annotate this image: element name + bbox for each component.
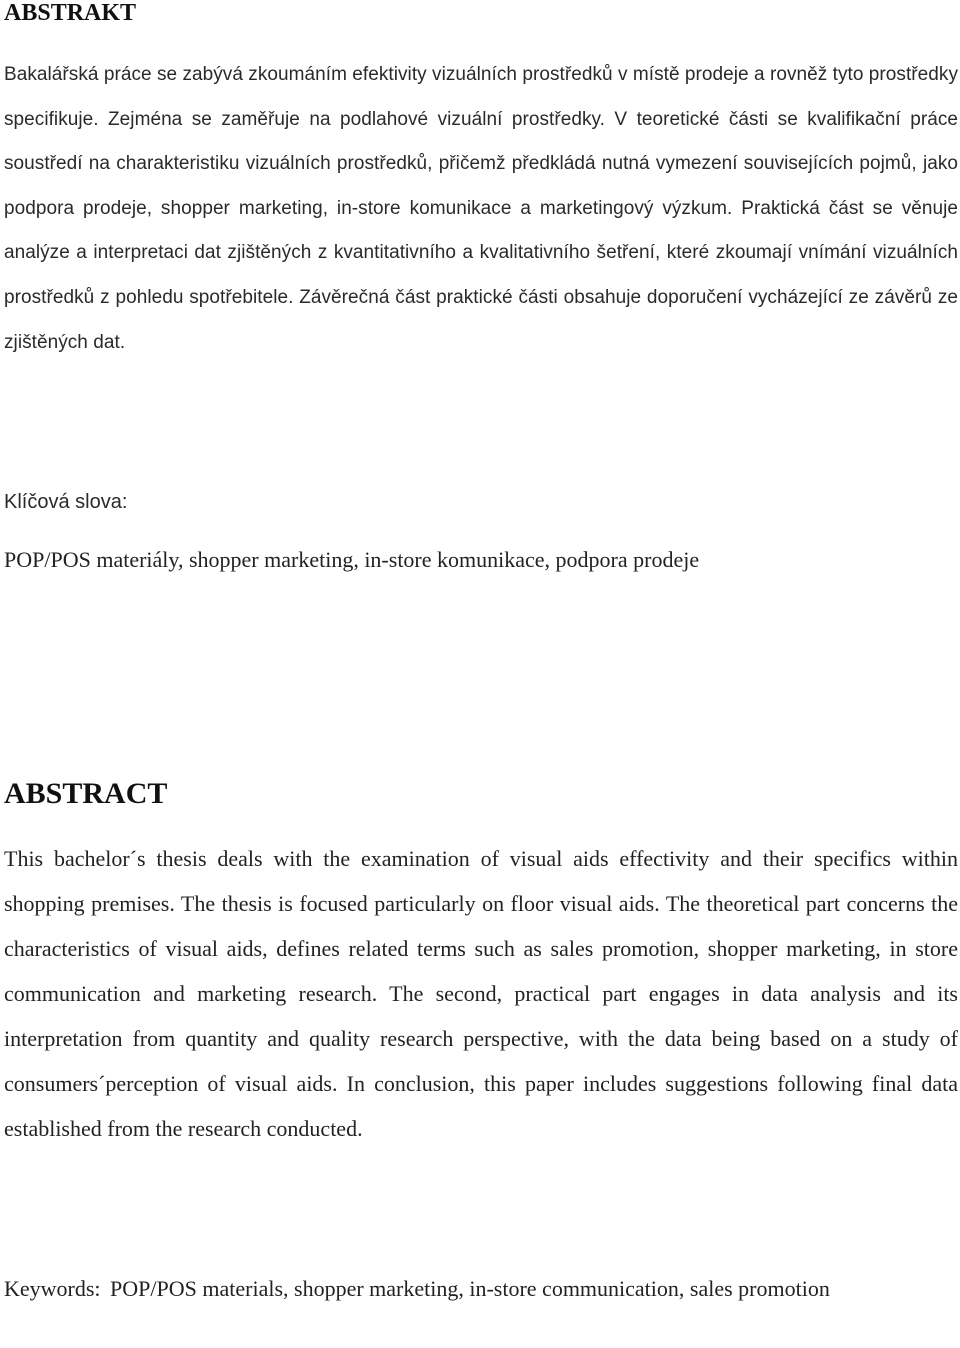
abstrakt-keywords-label: Klíčová slova: [4,491,128,513]
abstract-keywords-line [4,1266,958,1311]
abstract-keywords: POP/POS materials, shopper marketing, in-store communication, sales promotion [110,1276,830,1301]
abstract-heading: ABSTRACT [4,777,168,810]
abstrakt-body: Bakalářská práce se zabývá zkoumáním efektivity vizuálních prostředků v místě prodeje a rovněž tyto prostředky specifikuje. Zejména se zaměřuje na podlahové vizuální prostředky. V teoretické části se kvalifikační práce soustředí na charakteristiku vizuálních prostředků, přičemž předkládá nutná vymezení souvisejících pojmů, jako podpora prodeje, shopper marketing, in-store komunikace a marketingový výzkum. Praktická část se věnuje analýze a interpretaci dat zjištěných z kvantitativního a kvalitativního šetření, které zkoumají vnímání vizuálních prostředků z pohledu spotřebitele. Závěrečná část praktické části obsahuje doporučení vycházející ze závěrů ze zjištěných dat. [4,64,958,353]
abstract-body: This bachelor´s thesis deals with the examination of visual aids effectivity and their specifics within shopping premises. The thesis is focused particularly on floor visual aids. The theoretical part concerns the characteristics of visual aids, defines related terms such as sales promotion, shopper marketing, in store communication and marketing research. The second, practical part engages in data analysis and its interpretation from quantity and quality research perspective, with the data being based on a study of consumers´perception of visual aids. In conclusion, this paper includes suggestions following final data established from the research conducted. [4,846,958,1141]
abstrakt-keywords: POP/POS materiály, shopper marketing, in-store komunikace, podpora prodeje [4,547,700,572]
abstract-keywords-label: Keywords: [4,1276,101,1301]
abstrakt-heading: ABSTRAKT [4,0,137,26]
